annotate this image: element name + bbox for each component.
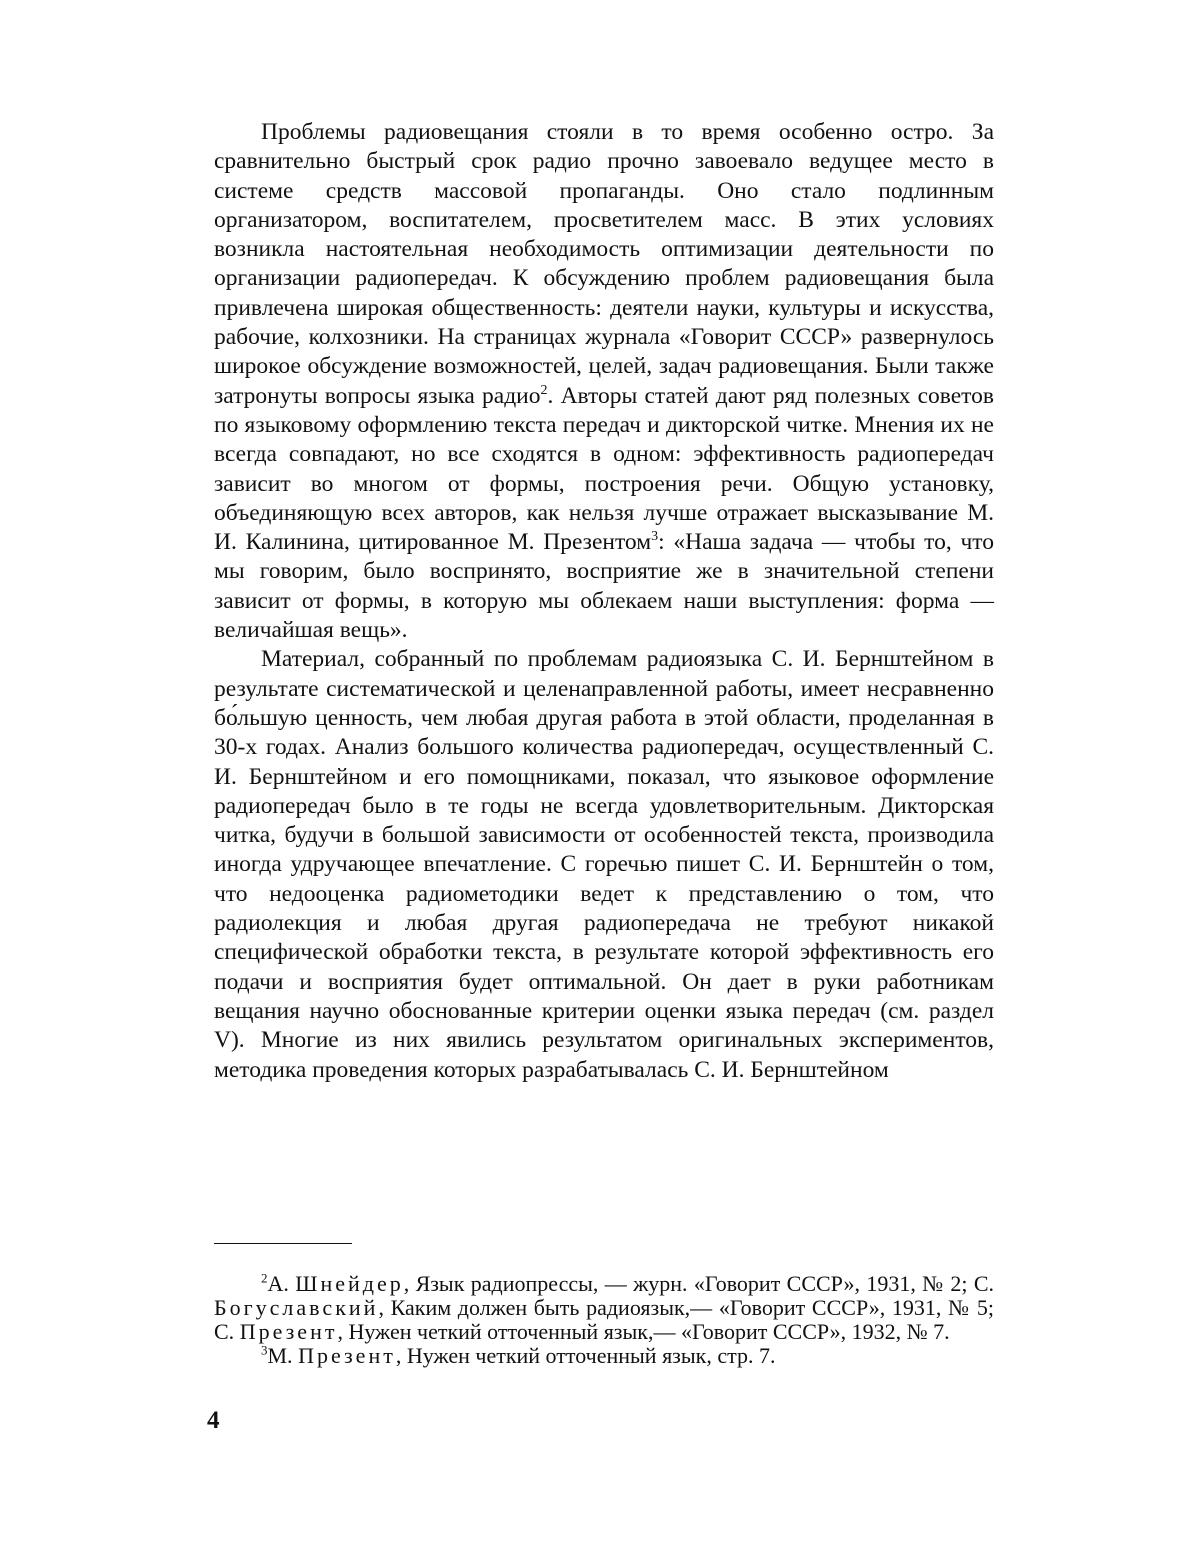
footnote-text: , Нужен четкий отточенный язык, стр. 7.: [395, 1343, 776, 1368]
footnote-text: , Язык радиопрессы, — журн. «Говорит СССР», 1931, № 2; С.: [403, 1271, 994, 1296]
author-name: Презент: [298, 1343, 396, 1368]
footnote-marker: 3: [261, 1342, 268, 1358]
paragraph-1: [214, 118, 994, 645]
paragraph-1-text-a: Проблемы радиовещания стояли в то время особенно остро. За сравнительно быстрый срок радио прочно завоевало ведущее место в системе средств массовой пропаганды. Оно стало подлинным организатором, воспитателем, просветителем масс. В этих условиях возникла настоятельная необходимость оптимизации деятельности по организации радиопередач. К обсуждению проблем радиовещания была привлечена широкая общественность: деятели науки, культуры и искусства, рабочие, колхозники. На страницах журнала «Говорит СССР» развернулось широкое обсуждение возможностей, целей, задач радиовещания. Были также затронуты вопросы языка радио: [214, 119, 994, 409]
footnote-2: [214, 1272, 994, 1344]
footnote-ref-2: 2: [540, 382, 548, 398]
footnote-text: М.: [267, 1343, 299, 1368]
paragraph-1-text-b: . Авторы статей дают ряд полезных советов по языковому оформлению текста передач и дикторской читке. Мнения их не всегда совпадают, но все сходятся в одном: эффективность радиопередач зависит во многом от формы, построения речи. Общую установку, объединяющую всех авторов, как нельзя лучше отражает высказывание М. И. Калинина, цитированное М. Презентом: [214, 382, 994, 556]
author-name: Богуславский: [214, 1295, 379, 1320]
paragraph-1-text-c: : «Наша задача — чтобы то, что мы говорим, было воспринято, восприятие же в значительной степени зависит от формы, в которую мы облекаем наши выступления: форма — величайшая вещь».: [214, 529, 994, 644]
footnote-marker: 2: [261, 1270, 268, 1286]
author-name: Презент: [239, 1319, 338, 1344]
author-name: Шнейдер: [295, 1271, 404, 1296]
page-number: 4: [207, 1407, 220, 1434]
footnote-ref-3: 3: [651, 529, 659, 545]
footnote-text: , Каким должен быть радиоязык,— «Говорит СССР», 1931, № 5; С.: [214, 1295, 994, 1344]
footnote-text: , Нужен четкий отточенный язык,— «Говорит СССР», 1932, № 7.: [337, 1319, 950, 1344]
footnote-separator: [214, 1243, 352, 1244]
footnotes: [214, 1272, 994, 1368]
main-text: [214, 118, 994, 1085]
footnote-text: А.: [267, 1271, 296, 1296]
footnote-3: [214, 1344, 994, 1368]
paragraph-2: Материал, собранный по проблемам радиоязыка С. И. Бернштейном в результате систематической и целенаправленной работы, имеет несравненно бо́льшую ценность, чем любая другая работа в этой области, проделанная в 30-х годах. Анализ большого количества радиопередач, осуществленный С. И. Бернштейном и его помощниками, показал, что языковое оформление радиопередач было в те годы не всегда удовлетворительным. Дикторская читка, будучи в большой зависимости от особенностей текста, производила иногда удручающее впечатление. С горечью пишет С. И. Бернштейн о том, что недооценка радиометодики ведет к представлению о том, что радиолекция и любая другая радиопередача не требуют никакой специфической обработки текста, в результате которой эффективность его подачи и восприятия будет оптимальной. Он дает в руки работникам вещания научно обоснованные критерии оценки языка передач (см. раздел V). Многие из них явились результатом оригинальных экспериментов, методика проведения которых разрабатывалась С. И. Бернштейном: [214, 646, 994, 1083]
